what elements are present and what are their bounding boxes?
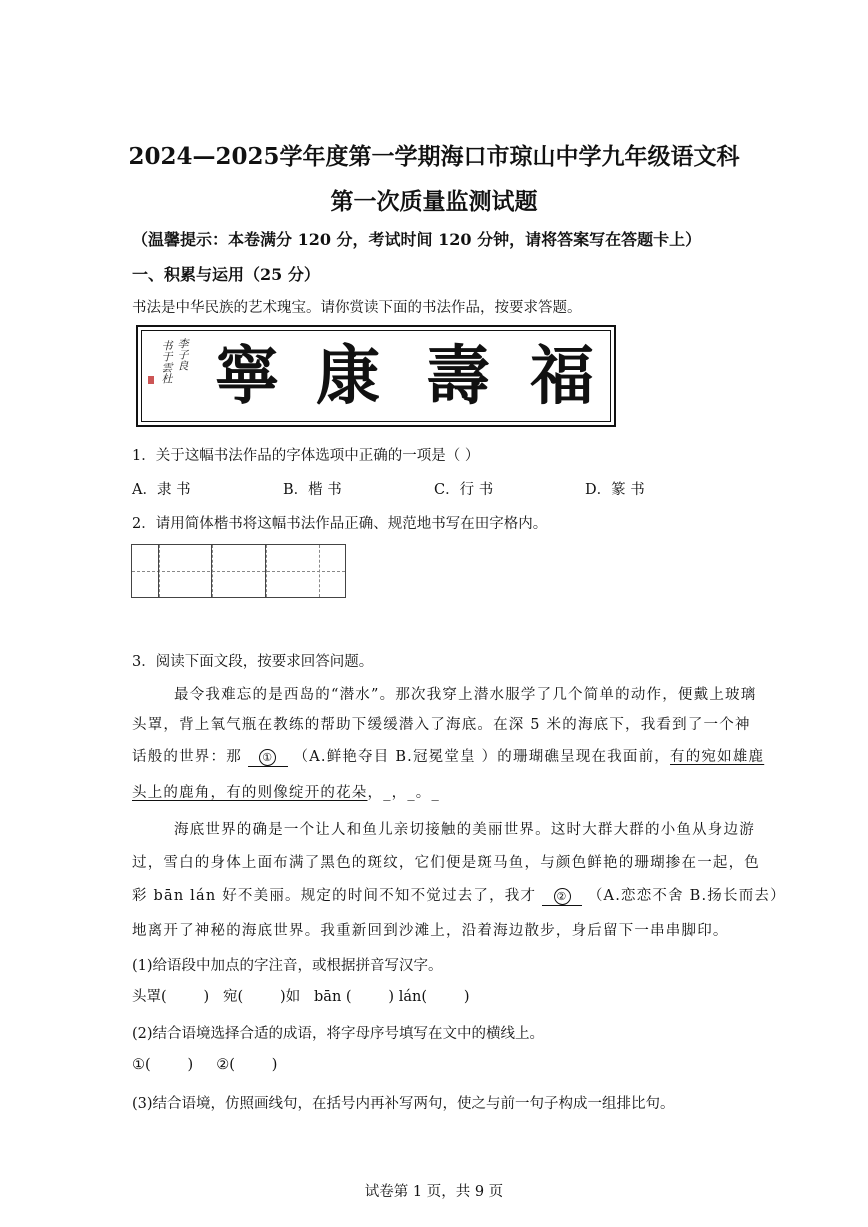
blank-1[interactable] [248, 749, 288, 767]
underlined-sentence-2: 头上的鹿角，有的则像绽开的花朵 [132, 785, 368, 801]
q1-option-d[interactable]: D．篆 书 [585, 482, 645, 498]
exam-title-line1: 2024—2025学年度第一学期海口市琼山中学九年级语文科 [128, 143, 740, 170]
q1-option-c[interactable]: C．行 书 [434, 482, 494, 498]
passage-p1-line3-b: （A.鲜艳夺目 B.冠冕堂皇 ）的珊瑚礁呈现在我面前， [293, 749, 670, 765]
passage-p2-line1: 海底世界的确是一个让人和鱼儿亲切接触的美丽世界。这时大群大群的小鱼从身边游 [174, 822, 755, 838]
passage-p2-line2: 过，雪白的身体上面布满了黑色的斑纹，它们便是斑马鱼，与颜色鲜艳的珊瑚掺在一起，色 [132, 855, 760, 871]
passage-p2-line3-a: 彩 bān lán 好不美丽。规定的时间不知不觉过去了，我才 [132, 888, 537, 904]
passage-p2-line4: 地离开了神秘的海底世界。我重新回到沙滩上，沿着海边散步，身后留下一串串脚印。 [132, 923, 729, 939]
tianzige-grid[interactable] [131, 544, 346, 598]
calligraphy-inscription-2: 书于雲杜 [160, 340, 173, 384]
underlined-sentence-1: 有的宛如雄鹿 [670, 749, 765, 765]
section-heading: 一、积累与运用（25 分） [132, 265, 320, 284]
question-2: 2．请用简体楷书将这幅书法作品正确、规范地书写在田字格内。 [132, 516, 548, 532]
passage-p2-line3 [132, 884, 786, 906]
q1-option-b[interactable]: B．楷 书 [283, 482, 342, 498]
passage-p1-line2: 头罩，背上氧气瓶在教练的帮助下缓缓潜入了海底。在深 5 米的海底下，我看到了一个神 [132, 717, 751, 733]
sub-question-1-answer[interactable]: 头罩( ) 宛( )如 bān ( ) lán( ) [132, 989, 470, 1005]
sub-question-1: (1)给语段中加点的字注音，或根据拼音写汉字。 [132, 958, 443, 974]
blank-2[interactable] [542, 888, 582, 906]
exam-hint: （温馨提示：本卷满分 120 分，考试时间 120 分钟，请将答案写在答题卡上） [132, 230, 702, 249]
sub-question-2: (2)结合语境选择合适的成语，将字母序号填写在文中的横线上。 [132, 1026, 545, 1042]
passage-p1-line3-a: 话般的世界：那 [132, 749, 242, 765]
intro-text: 书法是中华民族的艺术瑰宝。请你赏读下面的书法作品，按要求答题。 [132, 300, 582, 316]
calligraphy-char-1: 寧 [215, 339, 279, 414]
question-1: 1．关于这幅书法作品的字体选项中正确的一项是（ ） [132, 448, 480, 464]
passage-p2-line3-b: （A.恋恋不舍 B.扬长而去） [587, 888, 786, 904]
seal-stamp-icon [148, 376, 154, 384]
sub-question-2-answer[interactable]: ①( ) ②( ) [132, 1057, 278, 1073]
sub-question-3: (3)结合语境，仿照画线句，在括号内再补写两句，使之与前一句子构成一组排比句。 [132, 1096, 675, 1112]
calligraphy-inscription-1: 李子良 [176, 338, 189, 371]
exam-title-line2: 第一次质量监测试题 [330, 188, 538, 215]
blank-2-number: ② [554, 888, 571, 905]
passage-p1-line4 [132, 781, 440, 802]
passage-p1-line1: 最令我难忘的是西岛的“潜水”。那次我穿上潜水服学了几个简单的动作，便戴上玻璃 [174, 687, 757, 703]
blank-1-number: ① [259, 749, 276, 766]
calligraphy-char-2: 康 [316, 339, 380, 414]
q1-option-a[interactable]: A．隶 书 [132, 482, 191, 498]
question-3: 3．阅读下面文段，按要求回答问题。 [132, 654, 374, 670]
passage-p1-line4-b: ，_，_。_ [367, 785, 440, 801]
passage-p1-line3 [132, 745, 764, 767]
calligraphy-char-4: 福 [530, 339, 594, 414]
page-footer: 试卷第 1 页，共 9 页 [364, 1184, 504, 1200]
calligraphy-char-3: 壽 [426, 339, 490, 414]
